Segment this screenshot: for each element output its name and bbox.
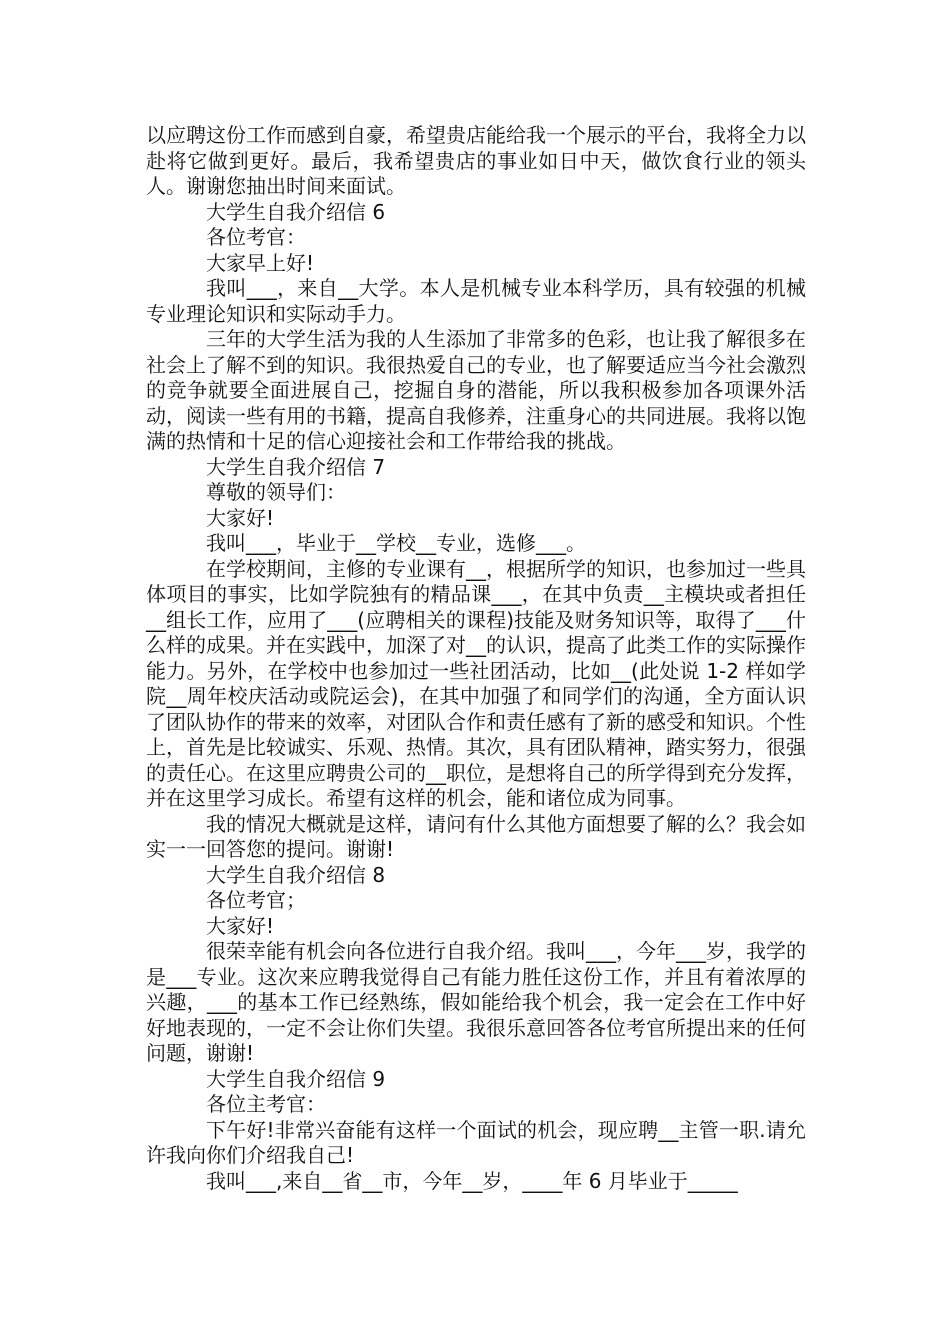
paragraph: 我叫___，来自__大学。本人是机械专业本科学历，具有较强的机械专业理论知识和实际动手力。 — [146, 276, 806, 326]
section-heading-9: 大学生自我介绍信 9 — [206, 1066, 386, 1091]
paragraph: 以应聘这份工作而感到自豪，希望贵店能给我一个展示的平台，我将全力以赴将它做到更好。最后，我希望贵店的事业如日中天，做饮食行业的领头人。谢谢您抽出时间来面试。 — [146, 123, 806, 198]
paragraph: 三年的大学生活为我的人生添加了非常多的色彩，也让我了解很多在社会上了解不到的知识。我很热爱自己的专业，也了解要适应当今社会激烈的竞争就要全面进展自己，挖掘自身的潜能，所以我积极参加各项课外活动，阅读一些有用的书籍，提高自我修养，注重身心的共同进展。我将以饱满的热情和十足的信心迎接社会和工作带给我的挑战。 — [146, 327, 806, 453]
greeting: 大家好! — [206, 913, 275, 938]
paragraph: 我的情况大概就是这样，请问有什么其他方面想要了解的么？我会如实一一回答您的提问。谢谢! — [146, 811, 806, 861]
paragraph: 很荣幸能有机会向各位进行自我介绍。我叫___，今年___岁，我学的是___专业。这次来应聘我觉得自己有能力胜任这份工作，并且有着浓厚的兴趣，___的基本工作已经熟练，假如能给我个机会，我一定会在工作中好好地表现的，一定不会让你们失望。我很乐意回答各位考官所提出来的任何问题，谢谢! — [146, 939, 806, 1065]
salutation: 各位考官； — [206, 888, 306, 912]
section-heading-8: 大学生自我介绍信 8 — [206, 862, 386, 887]
document-page — [146, 123, 806, 1194]
section-heading-6: 大学生自我介绍信 6 — [206, 199, 386, 224]
salutation: 各位考官： — [206, 225, 306, 249]
paragraph: 我叫___,来自__省__市，今年__岁，____年 6 月毕业于_____ — [206, 1168, 738, 1193]
paragraph: 在学校期间，主修的专业课有__，根据所学的知识，也参加过一些具体项目的事实，比如学院独有的精品课___，在其中负责__主模块或者担任__组长工作，应用了___(应聘相关的课程)技能及财务知识等，取得了___什么样的成果。并在实践中，加深了对__的认识，提高了此类工作的实际操作能力。另外，在学校中也参加过一些社团活动，比如__(此处说 1-2 样如学院__周年校庆活动或院运会)，在其中加强了和同学们的沟通，全方面认识了团队协作的带来的效率，对团队合作和责任感有了新的感受和知识。个性上，首先是比较诚实、乐观、热情。其次，具有团队精神，踏实努力，很强的责任心。在这里应聘贵公司的__职位，是想将自己的所学得到充分发挥，并在这里学习成长。希望有这样的机会，能和诸位成为同事。 — [146, 556, 806, 810]
greeting: 大家好! — [206, 505, 275, 530]
greeting: 大家早上好! — [206, 250, 315, 275]
paragraph: 下午好!非常兴奋能有这样一个面试的机会，现应聘__主管一职.请允许我向你们介绍我自己! — [146, 1117, 806, 1167]
section-heading-7: 大学生自我介绍信 7 — [206, 454, 386, 479]
paragraph: 我叫___，毕业于__学校__专业，选修___。 — [206, 531, 586, 555]
salutation: 各位主考官： — [206, 1092, 326, 1116]
salutation: 尊敬的领导们： — [206, 480, 346, 504]
